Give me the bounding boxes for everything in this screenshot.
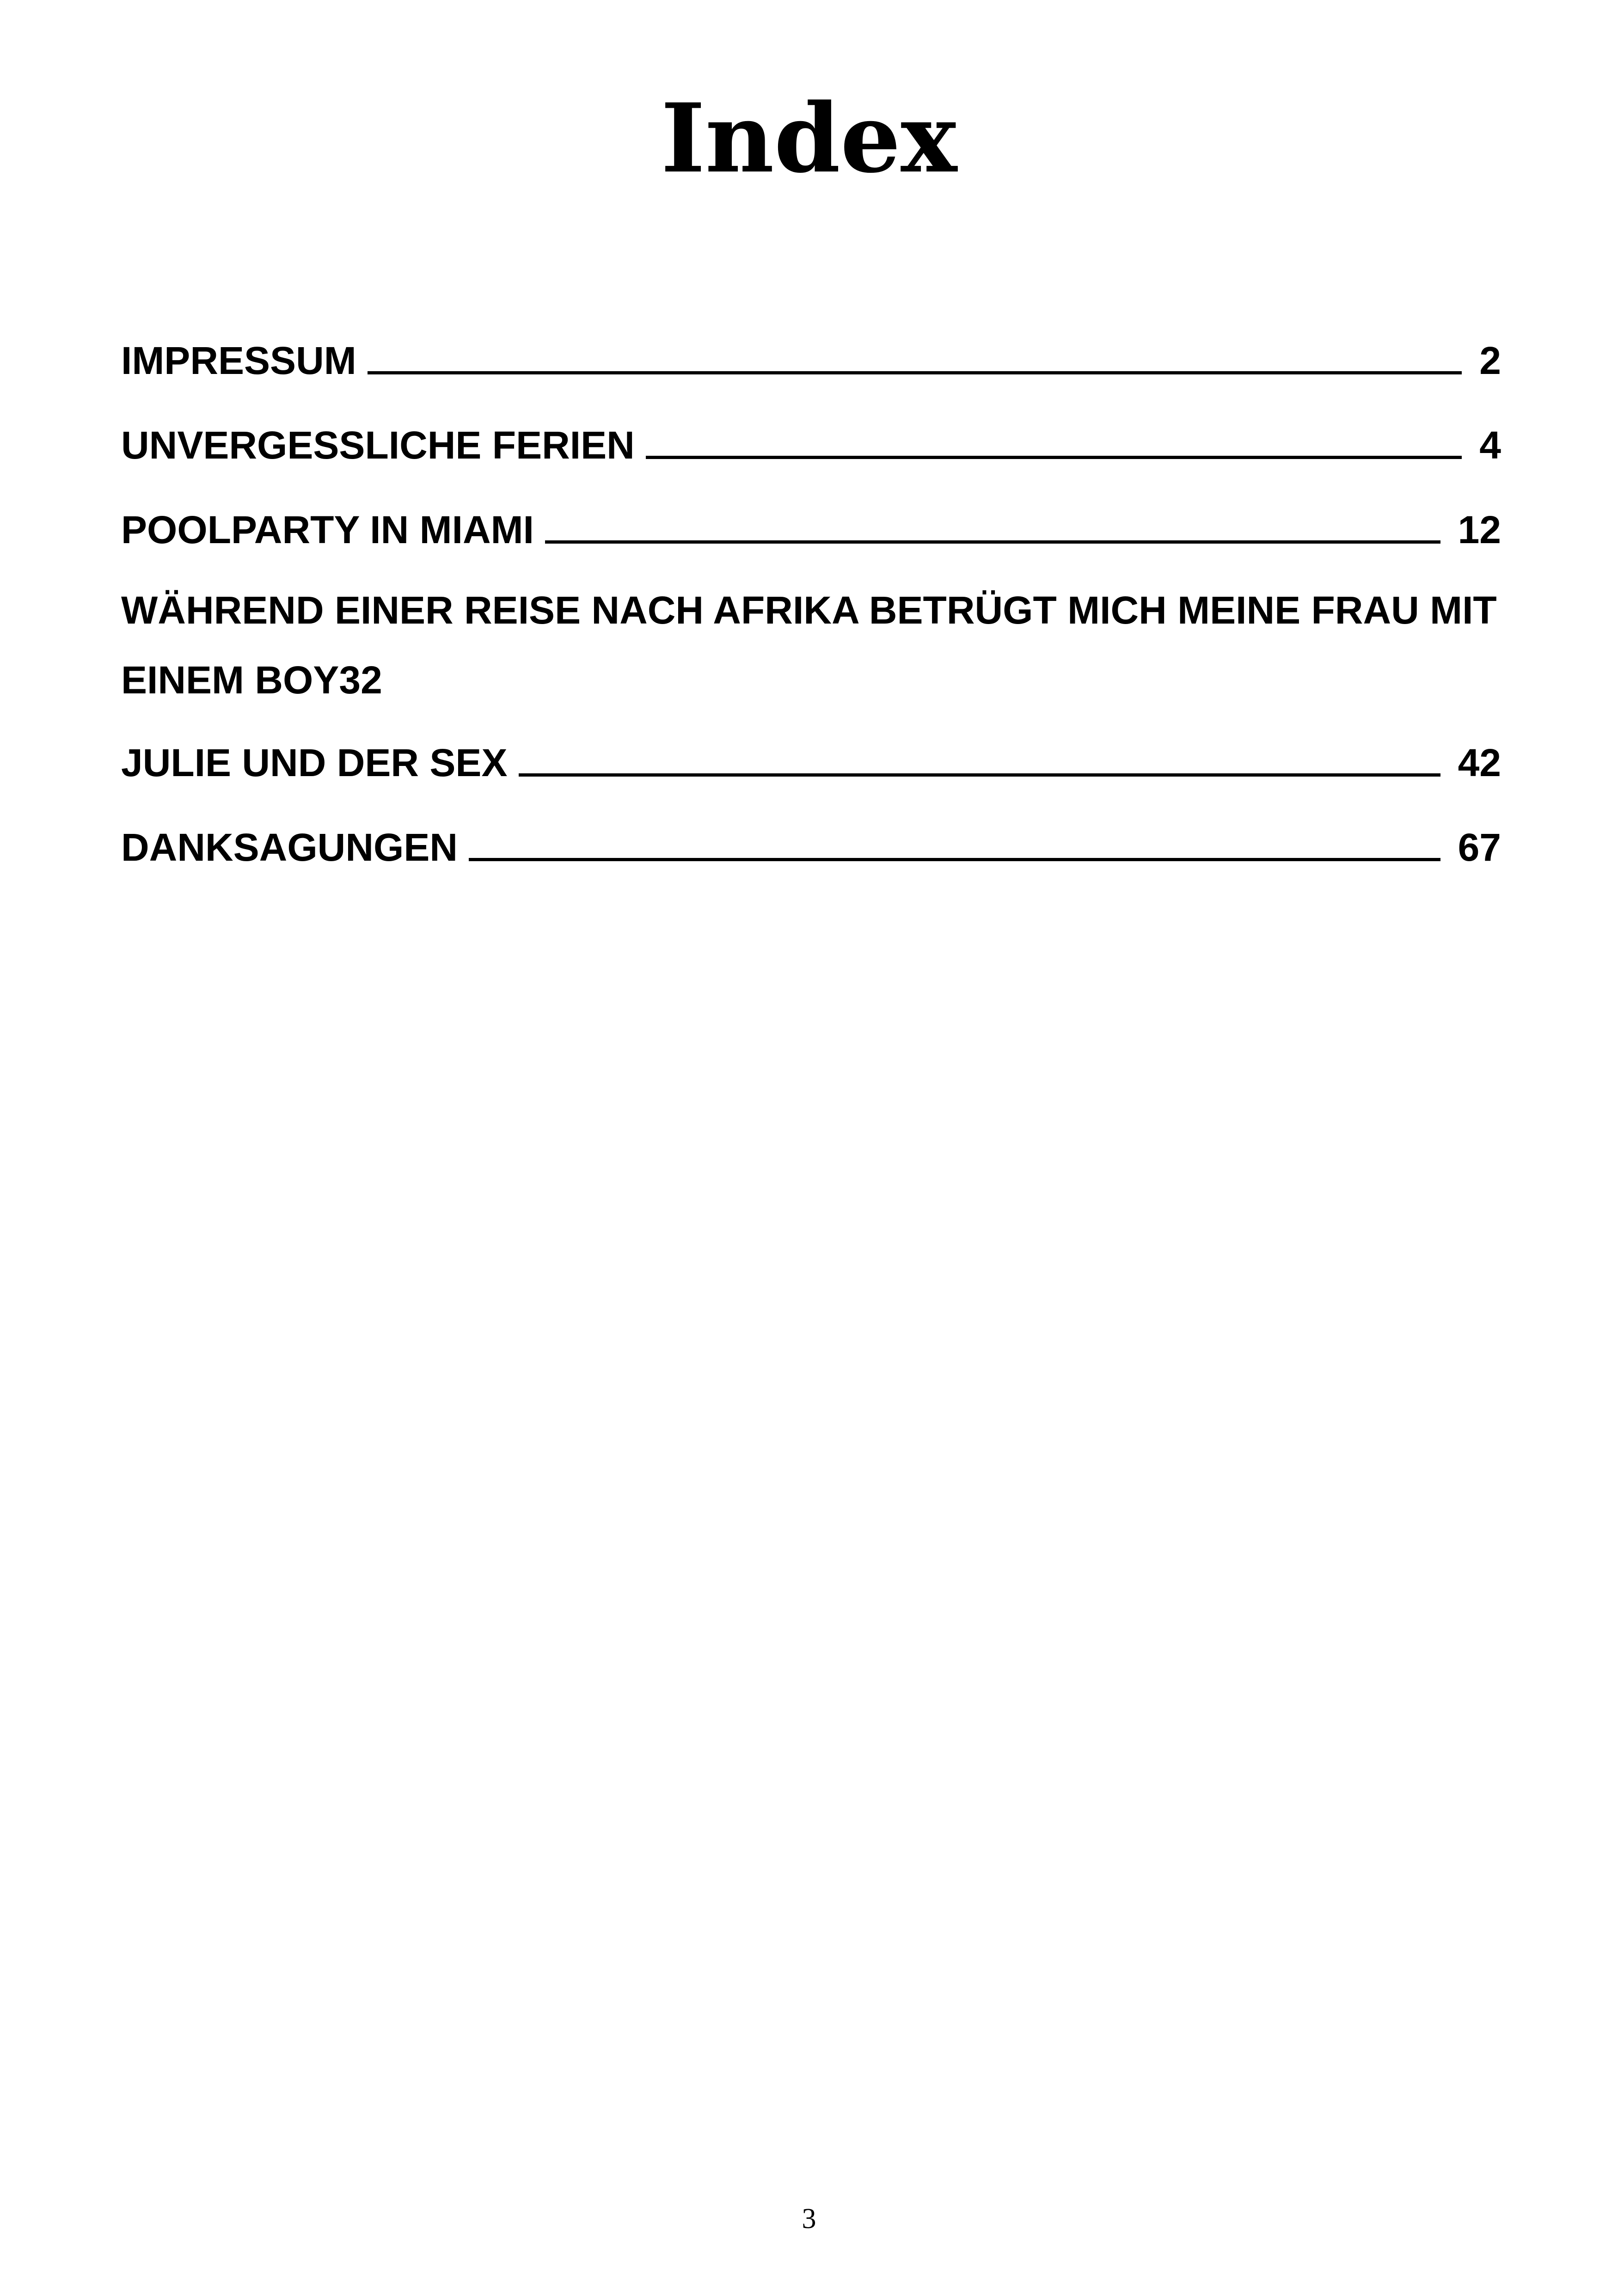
leader-line (646, 456, 1462, 459)
leader-line (368, 371, 1462, 374)
page-title: Index (661, 83, 957, 194)
leader-line (545, 540, 1440, 544)
toc-entry-page: 67 (1458, 826, 1501, 869)
toc-entry-danksagungen[interactable] (121, 820, 1501, 870)
toc-entry-page: 42 (1458, 741, 1501, 784)
toc-entry-poolparty-in-miami[interactable] (121, 502, 1501, 553)
toc-entry-label-line1: WÄHREND EINER REISE NACH AFRIKA BETRÜGT MICH MEINE FRAU MIT (121, 588, 1497, 632)
toc-entry-unvergessliche-ferien[interactable] (121, 417, 1501, 468)
leader-line (469, 858, 1440, 861)
toc-entry-page: 32 (339, 658, 382, 702)
toc-entry-label: POOLPARTY IN MIAMI (121, 508, 534, 551)
toc-entry-page: 2 (1479, 339, 1501, 382)
toc-entry-page: 12 (1458, 508, 1501, 551)
page-number: 3 (802, 2203, 816, 2235)
toc-entry-afrika[interactable] (121, 587, 1501, 703)
toc-entry-label: JULIE UND DER SEX (121, 741, 508, 784)
leader-line (519, 773, 1440, 777)
toc-entry-label: IMPRESSUM (121, 339, 356, 382)
toc-entry-page: 4 (1479, 423, 1501, 467)
toc-entry-impressum[interactable] (121, 333, 1501, 384)
toc-entry-label: UNVERGESSLICHE FERIEN (121, 423, 635, 467)
toc-entry-line2 (121, 652, 1501, 703)
toc-entry-label: DANKSAGUNGEN (121, 826, 458, 869)
toc-entry-julie-und-der-sex[interactable] (121, 735, 1501, 786)
toc-entry-label-line2: EINEM BOY (121, 658, 339, 702)
